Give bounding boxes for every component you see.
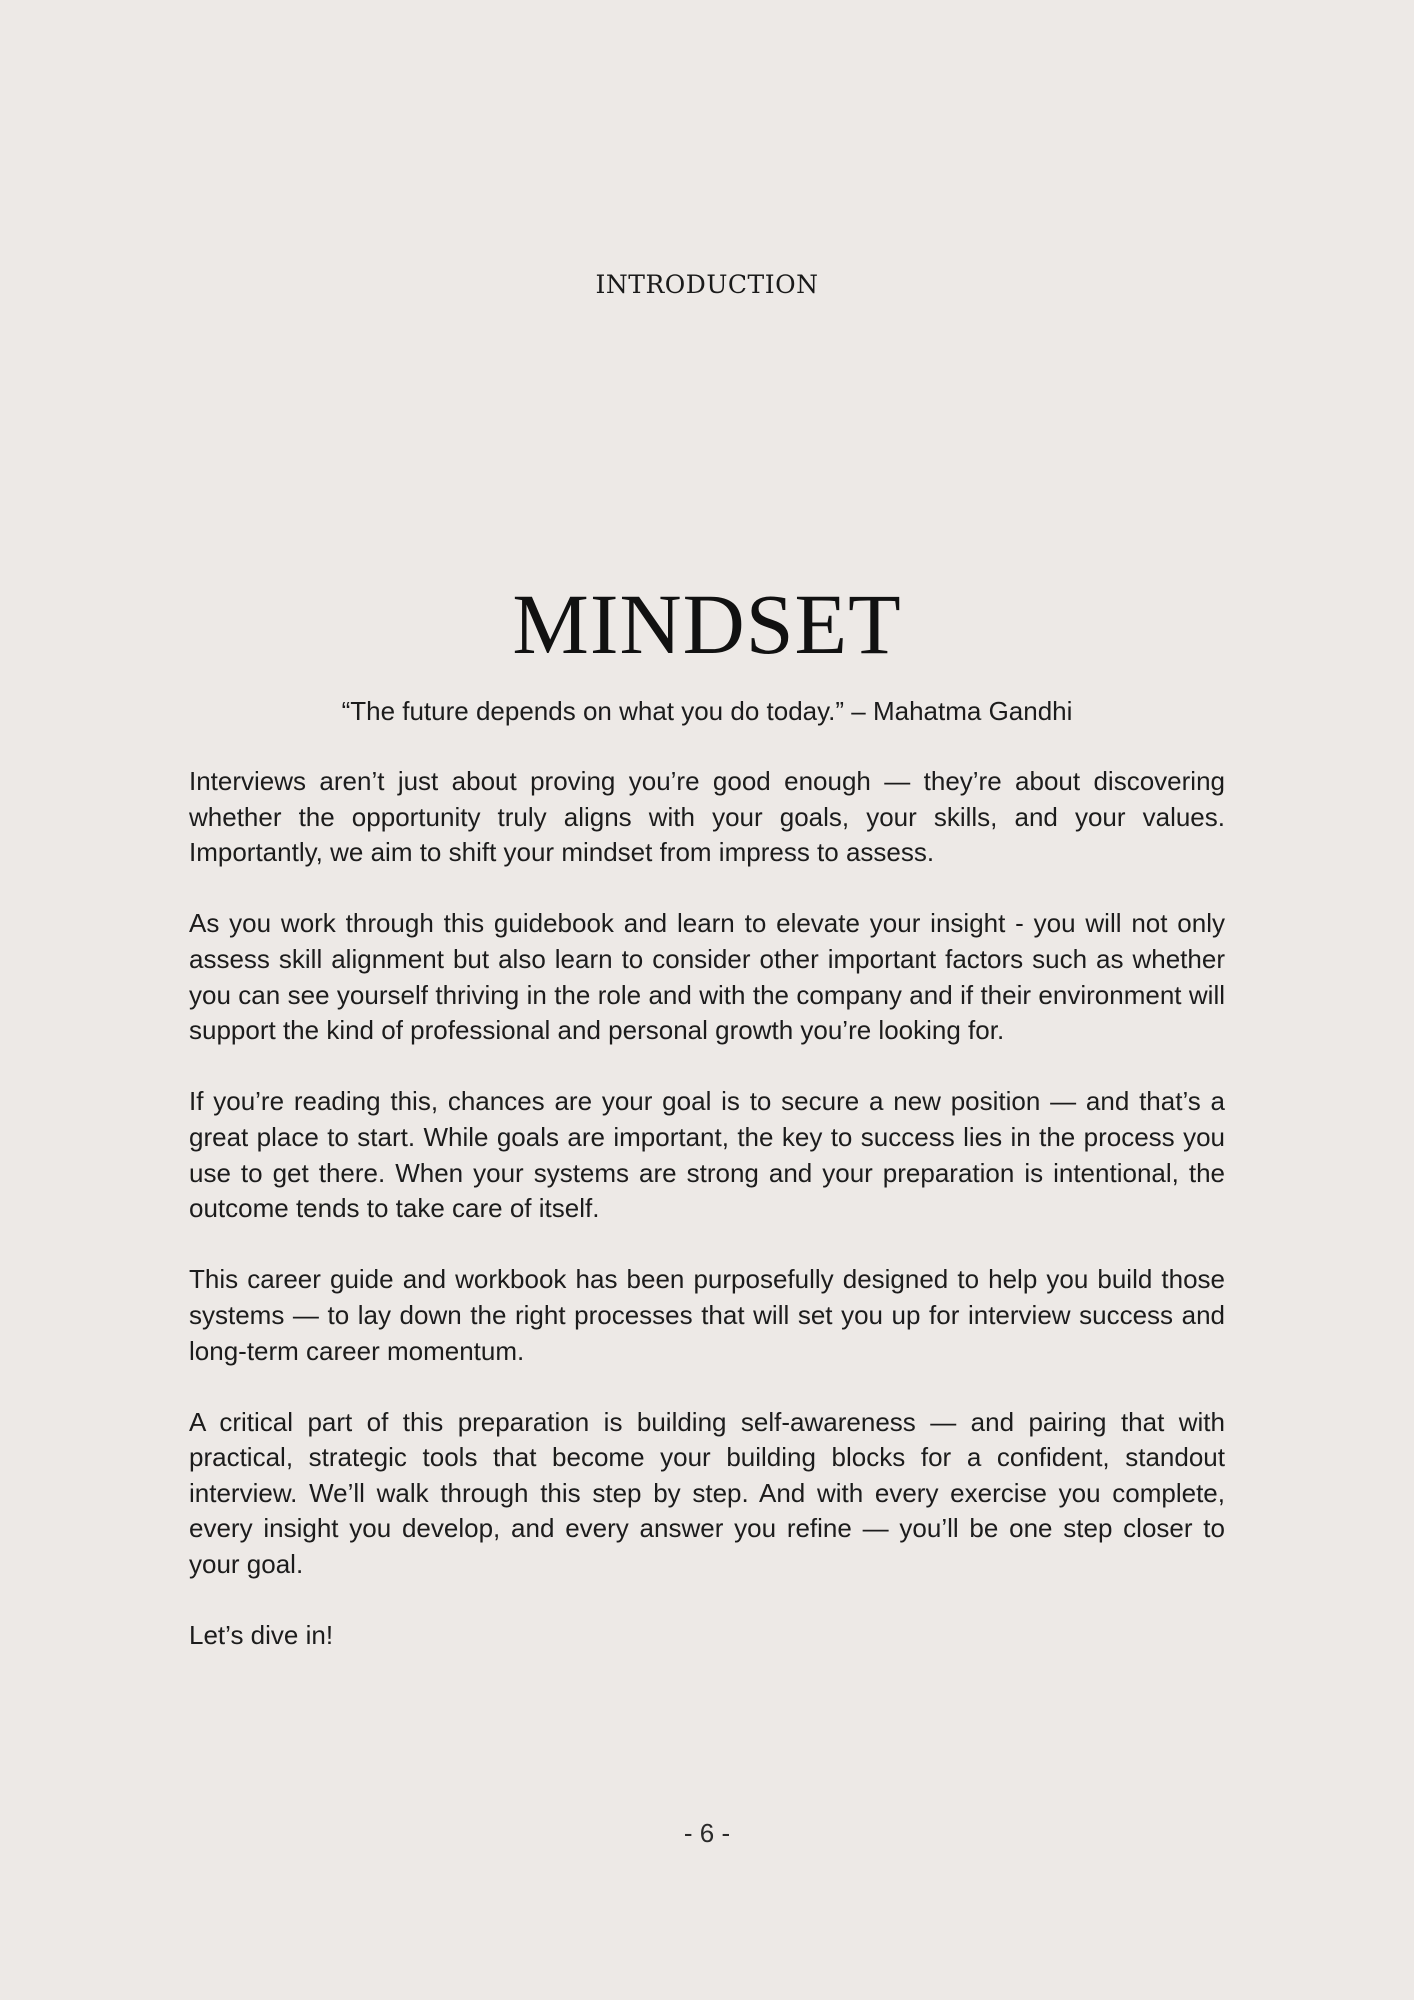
paragraph: A critical part of this preparation is building self-awareness — and pairing that with practical, strategic tools that become your building blocks for a confident, standout interview. We’ll walk through this step by step. And with every exercise you complete, every insight you develop, and every answer you refine — you’ll be one step closer to your goal. [189,1406,1225,1580]
paragraph: This career guide and workbook has been purposefully designed to help you build those systems — to lay down the right processes that will set you up for interview success and long-term career momentum. [189,1264,1225,1366]
page-number: - 6 - [683,1818,731,1848]
page-title: MINDSET [512,576,902,672]
body-text [189,764,1225,1689]
epigraph-quote: “The future depends on what you do today.” – Mahatma Gandhi [341,696,1073,726]
paragraph: If you’re reading this, chances are your goal is to secure a new position — and that’s a great place to start. While goals are important, the key to success lies in the process you use to get there. When your systems are strong and your preparation is intentional, the outcome tends to take care of itself. [189,1086,1225,1224]
closing-line: Let’s dive in! [189,1620,334,1651]
paragraph: Interviews aren’t just about proving you’re good enough — they’re about discovering whether the opportunity truly aligns with your goals, your skills, and your values. Importantly, we aim to shift your mindset from impress to assess. [189,766,1225,868]
section-label: INTRODUCTION [595,270,819,299]
paragraph: As you work through this guidebook and learn to elevate your insight - you will not only assess skill alignment but also learn to consider other important factors such as whether you can see yourself thriving in the role and with the company and if their environment will support the kind of professional and personal growth you’re looking for. [189,908,1225,1046]
